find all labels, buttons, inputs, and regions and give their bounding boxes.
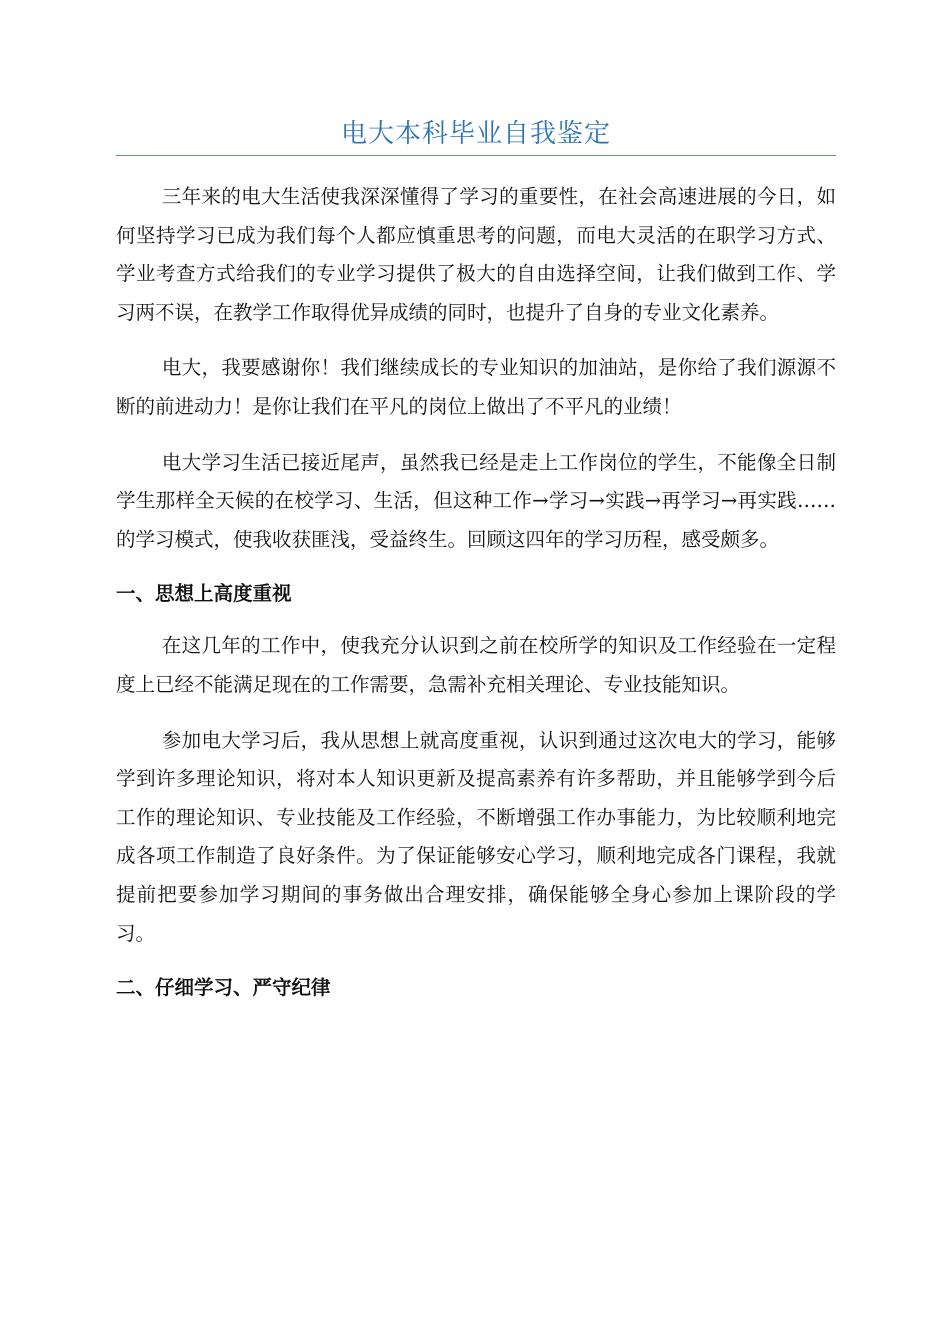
intro-paragraph-2: 电大，我要感谢你！我们继续成长的专业知识的加油站，是你给了我们源源不断的前进动力！是你让我们在平凡的岗位上做出了不平凡的业绩！ [116, 356, 836, 418]
section-heading-1: 一、思想上高度重视 [116, 582, 292, 606]
section-heading-2: 二、仔细学习、严守纪律 [116, 976, 331, 1000]
title-underline [116, 155, 836, 156]
intro-paragraph-1: 三年来的电大生活使我深深懂得了学习的重要性，在社会高速进展的今日，如何坚持学习已成为我们每个人都应慎重思考的问题，而电大灵活的在职学习方式、学业考查方式给我们的专业学习提供了极大的自由选择空间，让我们做到工作、学习两不误，在教学工作取得优异成绩的同时，也提升了自身的专业文化素养。 [116, 185, 836, 324]
section1-paragraph-1: 在这几年的工作中，使我充分认识到之前在校所学的知识及工作经验在一定程度上已经不能满足现在的工作需要，急需补充相关理论、专业技能知识。 [116, 634, 836, 696]
document-title: 电大本科毕业自我鉴定 [340, 119, 611, 149]
section1-paragraph-2: 参加电大学习后，我从思想上就高度重视，认识到通过这次电大的学习，能够学到许多理论知识，将对本人知识更新及提高素养有许多帮助，并且能够学到今后工作的理论知识、专业技能及工作经验，不断增强工作办事能力，为比较顺利地完成各项工作制造了良好条件。为了保证能够安心学习，顺利地完成各门课程，我就提前把要参加学习期间的事务做出合理安排，确保能够全身心参加上课阶段的学习。 [116, 728, 836, 945]
document-body [116, 178, 836, 1021]
intro-paragraph-3: 电大学习生活已接近尾声，虽然我已经是走上工作岗位的学生，不能像全日制学生那样全天候的在校学习、生活，但这种工作→学习→实践→再学习→再实践……的学习模式，使我收获匪浅，受益终生。回顾这四年的学习历程，感受颇多。 [116, 450, 836, 551]
